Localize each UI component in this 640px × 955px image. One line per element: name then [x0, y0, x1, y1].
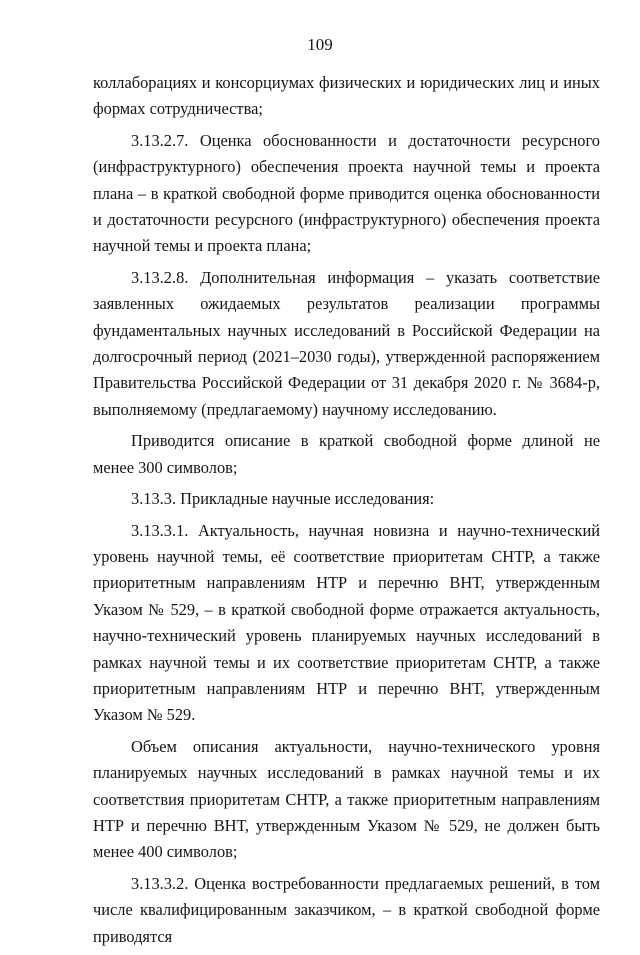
- section-heading-3-13-3: 3.13.3. Прикладные научные исследования:: [131, 489, 435, 509]
- paragraph-description-note: Приводится описание в краткой свободной форме длиной не менее 300 символов;: [93, 431, 600, 477]
- paragraph-volume-requirement: Объем описания актуальности, научно-технического уровня планируемых научных исследований в рамках научной темы и их соответствия приоритетам СНТР, а также приоритетным направлениям НТР и перечню ВНТ, утвержденным Указом № 529, не должен быть менее 400 символов;: [93, 736, 600, 862]
- paragraph-3-13-2-8: 3.13.2.8. Дополнительная информация – указать соответствие заявленных ожидаемых результатов реализации программы фундаментальных научных исследований в Российской Федерации на долгосрочный период (2021–2030 годы), утвержденной распоряжением Правительства Российской Федерации от 31 декабря 2020 г. № 3684-р, выполняемому (предлагаемому) научному исследованию.: [93, 267, 600, 419]
- paragraph-3-13-2-7: 3.13.2.7. Оценка обоснованности и достаточности ресурсного (инфраструктурного) обеспечения проекта научной темы и проекта плана – в краткой свободной форме приводится оценка обоснованности и достаточности ресурсного (инфраструктурного) обеспечения проекта научной темы и проекта плана;: [93, 130, 600, 256]
- document-body: [93, 70, 600, 955]
- paragraph-3-13-3-2: 3.13.3.2. Оценка востребованности предлагаемых решений, в том числе квалифицированным заказчиком, – в краткой свободной форме приводятся: [93, 873, 600, 946]
- paragraph-3-13-3-1: 3.13.3.1. Актуальность, научная новизна и научно-технический уровень научной темы, её соответствие приоритетам СНТР, а также приоритетным направлениям НТР и перечню ВНТ, утвержденным Указом № 529, – в краткой свободной форме отражается актуальность, научно-технический уровень планируемых научных исследований в рамках научной темы и их соответствие приоритетам СНТР, а также приоритетным направлениям НТР и перечню ВНТ, утвержденным Указом № 529.: [93, 520, 600, 725]
- page-number: 109: [307, 35, 333, 54]
- paragraph-continuation: коллаборациях и консорциумах физических и юридических лиц и иных формах сотрудничества;: [93, 73, 600, 119]
